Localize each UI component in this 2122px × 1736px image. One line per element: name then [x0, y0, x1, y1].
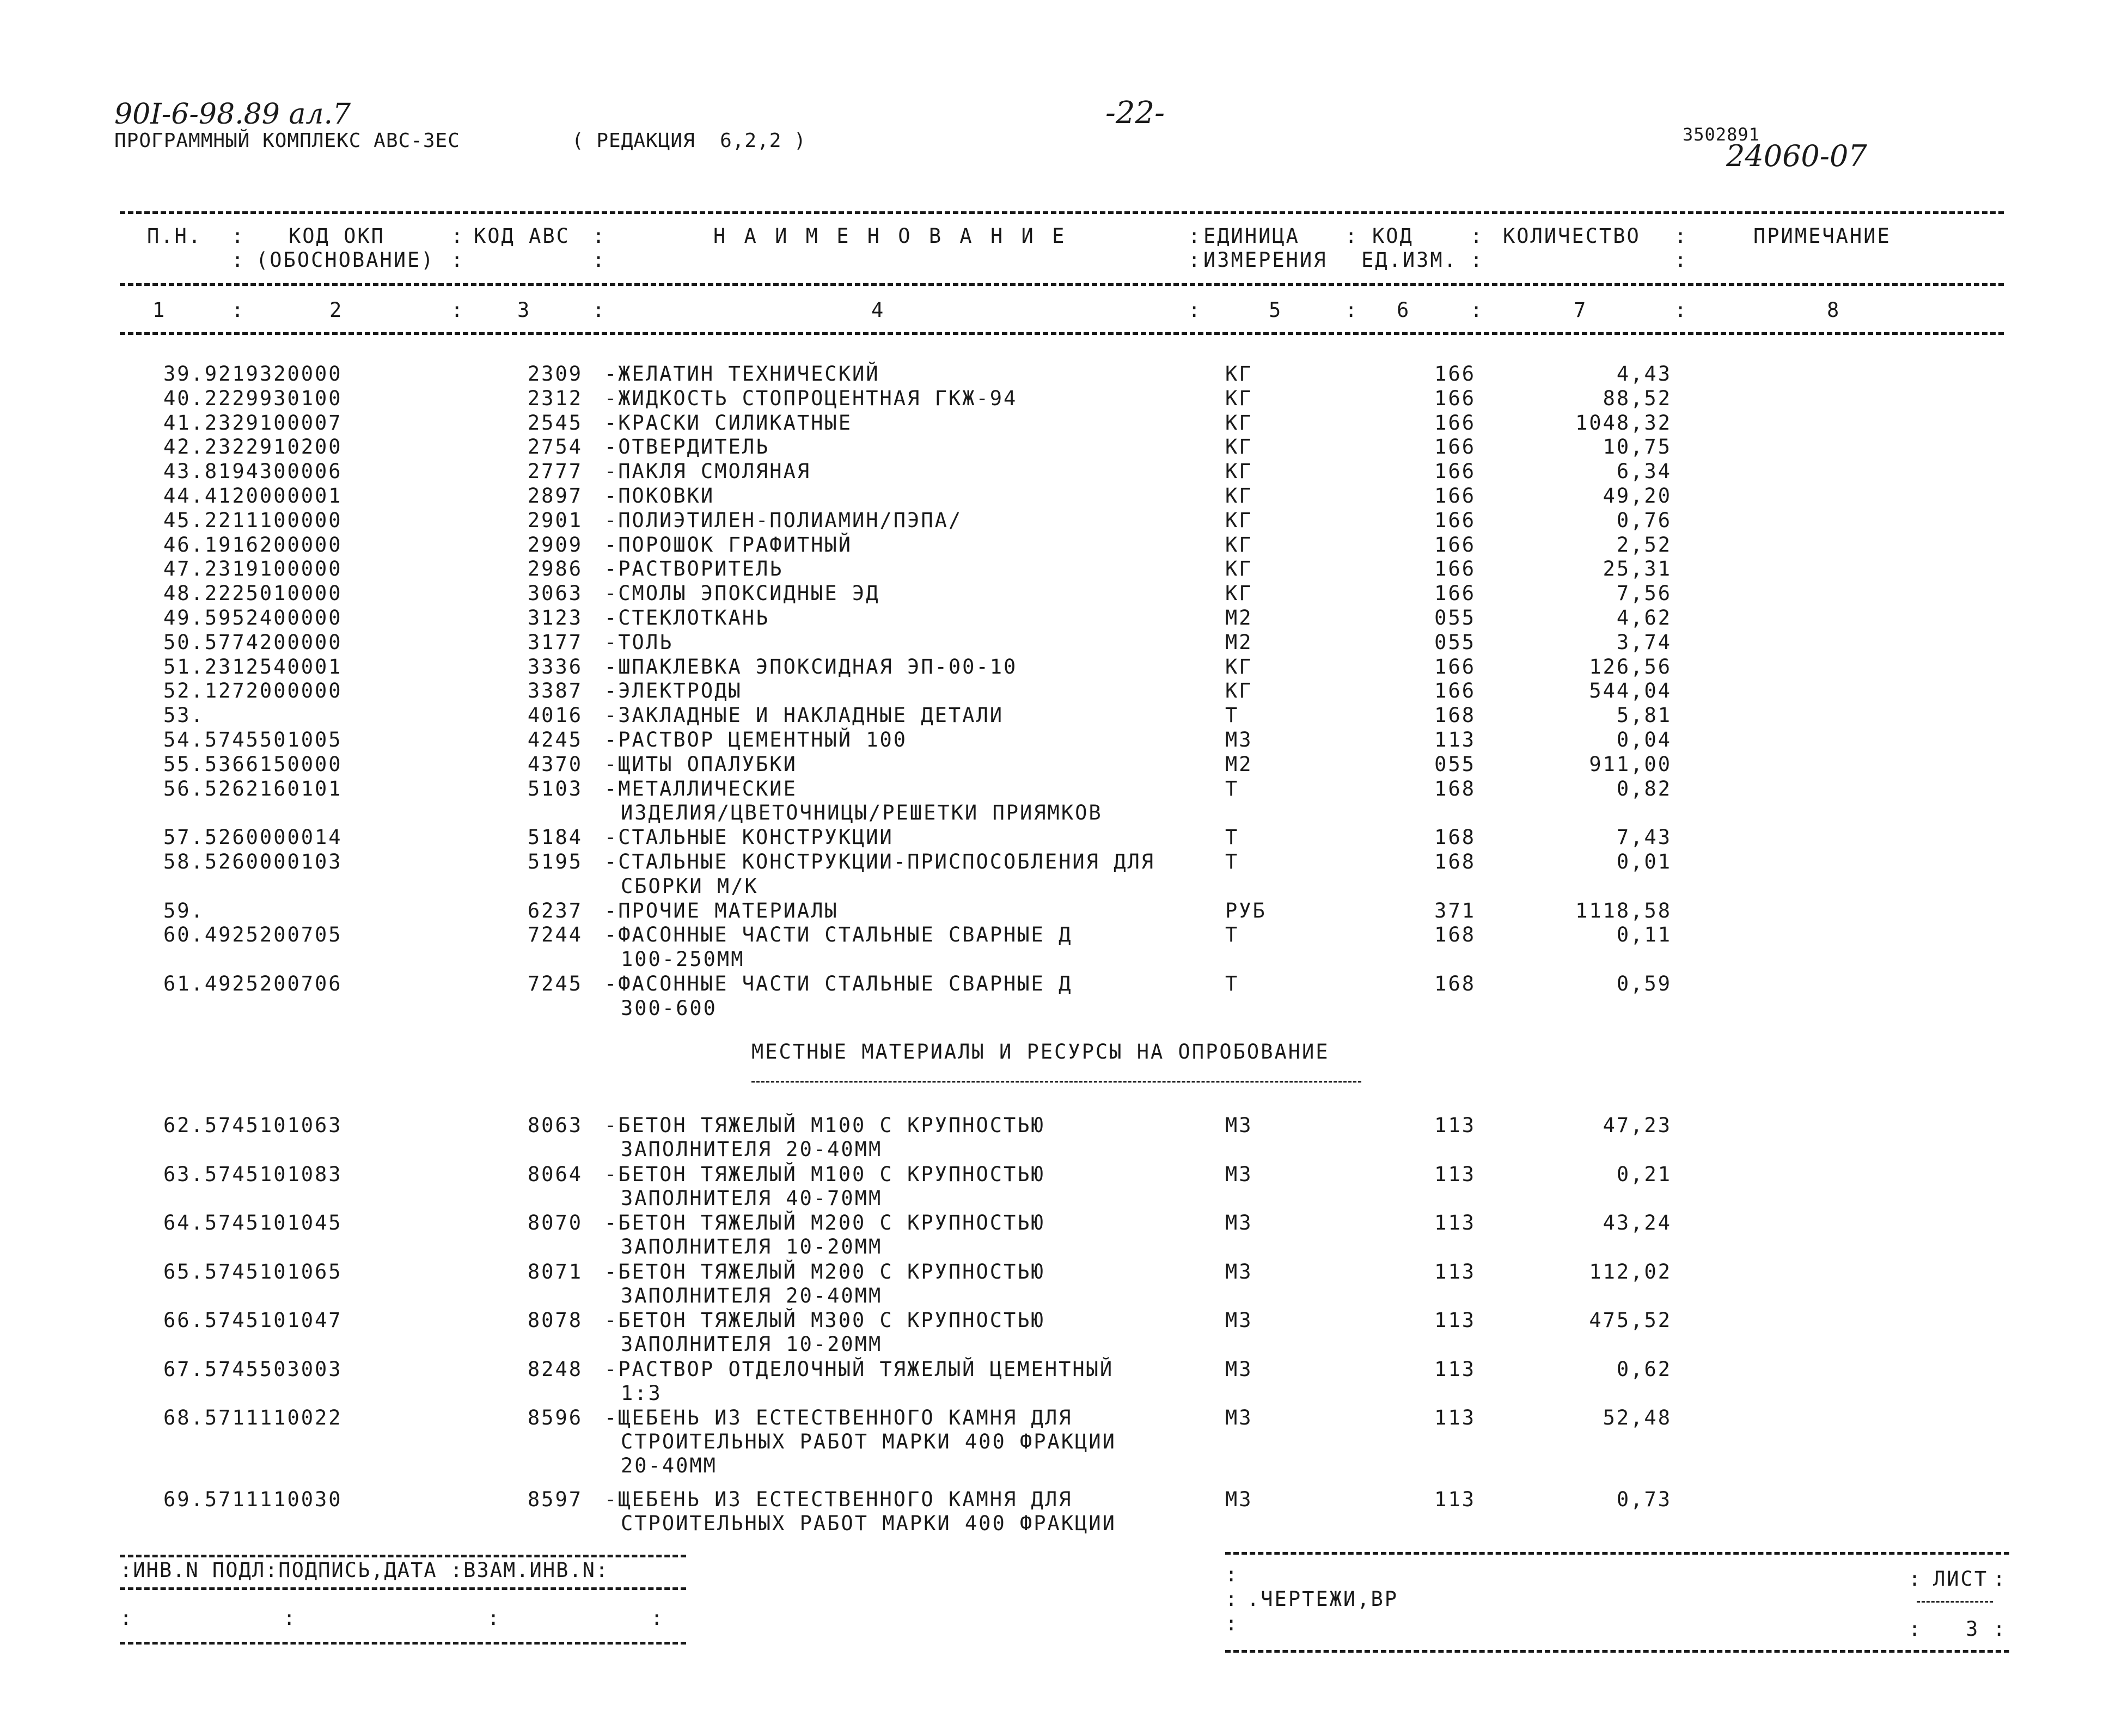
- row-unit: М3: [1225, 1211, 1253, 1234]
- table-row: [0, 753, 2122, 777]
- table-row: [0, 679, 2122, 703]
- row-unit: Т: [1225, 704, 1239, 728]
- row-okp-code: 56.5262160101: [163, 777, 343, 800]
- row-abc-code: 2777: [527, 460, 583, 484]
- row-quantity: 3,74: [1616, 630, 1672, 654]
- col-number-5: 5: [1269, 298, 1283, 322]
- row-unit: КГ: [1225, 435, 1253, 459]
- row-abc-code: 3063: [527, 582, 583, 606]
- table-row-continuation: [0, 1430, 2122, 1454]
- col-unit-header-line2: ИЗМЕРЕНИЯ: [1203, 248, 1328, 272]
- row-name: -РАСТВОР ЦЕМЕНТНЫЙ 100: [604, 728, 908, 751]
- row-quantity: 0,04: [1616, 728, 1672, 751]
- row-name: -МЕТАЛЛИЧЕСКИЕ: [604, 777, 797, 800]
- row-name: -ЖИДКОСТЬ СТОПРОЦЕНТНАЯ ГКЖ-94: [604, 386, 1018, 410]
- row-okp-code: 39.9219320000: [163, 362, 343, 386]
- table-row: [0, 850, 2122, 874]
- col-number-3: 3: [517, 298, 531, 322]
- row-name: -ПОЛИЭТИЛЕН-ПОЛИАМИН/ПЭПА/: [604, 508, 963, 532]
- row-name: -РАСТВОР ОТДЕЛОЧНЫЙ ТЯЖЕЛЫЙ ЦЕМЕНТНЫЙ: [604, 1357, 1114, 1381]
- row-quantity: 0,11: [1616, 923, 1672, 947]
- row-okp-code: 49.5952400000: [163, 606, 343, 629]
- row-unit: М2: [1225, 630, 1253, 654]
- row-okp-code: 42.2322910200: [163, 435, 343, 459]
- row-name-continued: 20-40ММ: [621, 1454, 717, 1477]
- row-unit: М3: [1225, 1162, 1253, 1186]
- row-unit-code: 055: [1434, 630, 1476, 654]
- table-row: [0, 728, 2122, 752]
- row-okp-code: 57.5260000014: [163, 826, 343, 849]
- row-name-continued: СБОРКИ М/К: [621, 874, 759, 898]
- table-row-continuation: [0, 1138, 2122, 1162]
- table-row-continuation: [0, 1187, 2122, 1211]
- row-unit: Т: [1225, 923, 1239, 947]
- row-abc-code: 4370: [527, 752, 583, 776]
- row-unit: Т: [1225, 777, 1239, 800]
- program-edition: ( РЕДАКЦИЯ 6,2,2 ): [572, 130, 806, 152]
- row-unit-code: 113: [1434, 1162, 1476, 1186]
- row-unit-code: 166: [1434, 411, 1476, 435]
- row-okp-code: 60.4925200705: [163, 923, 343, 947]
- row-name: -ФАСОННЫЕ ЧАСТИ СТАЛЬНЫЕ СВАРНЫЕ Д: [604, 972, 1073, 995]
- table-row: [0, 1211, 2122, 1235]
- row-okp-code: 62.5745101063: [163, 1114, 343, 1137]
- row-abc-code: 7245: [527, 972, 583, 995]
- row-quantity: 0,73: [1616, 1488, 1672, 1511]
- row-unit-code: 113: [1434, 1114, 1476, 1137]
- row-name-continued: 1:3: [621, 1381, 662, 1405]
- row-quantity: 52,48: [1603, 1406, 1672, 1429]
- row-unit: М3: [1225, 728, 1253, 751]
- row-unit-code: 166: [1434, 557, 1476, 581]
- col-okp-header-line2: (ОБОСНОВАНИЕ): [256, 248, 435, 272]
- header-top-rule: [120, 211, 2004, 214]
- row-okp-code: 59.: [163, 898, 205, 922]
- row-abc-code: 8596: [527, 1406, 583, 1429]
- col-number-8: 8: [1827, 298, 1841, 322]
- row-abc-code: 3123: [527, 606, 583, 629]
- footer-drawing-label: .ЧЕРТЕЖИ,ВР: [1247, 1587, 1399, 1611]
- row-unit-code: 168: [1434, 850, 1476, 873]
- row-okp-code: 41.2329100007: [163, 411, 343, 435]
- table-row-continuation: [0, 1235, 2122, 1259]
- row-quantity: 0,62: [1616, 1357, 1672, 1381]
- row-name-continued: СТРОИТЕЛЬНЫХ РАБОТ МАРКИ 400 ФРАКЦИИ: [621, 1512, 1116, 1535]
- row-name: -ПОРОШОК ГРАФИТНЫЙ: [604, 533, 852, 557]
- row-okp-code: 67.5745503003: [163, 1357, 343, 1381]
- row-okp-code: 58.5260000103: [163, 850, 343, 873]
- row-unit-code: 166: [1434, 484, 1476, 508]
- row-abc-code: 3336: [527, 655, 583, 678]
- sheet-label: ЛИСТ: [1933, 1567, 1989, 1591]
- table-row: [0, 655, 2122, 679]
- sheet-number: 3: [1966, 1617, 1980, 1641]
- row-abc-code: 5195: [527, 850, 583, 873]
- row-name: -РАСТВОРИТЕЛЬ: [604, 557, 784, 581]
- table-row: [0, 460, 2122, 484]
- row-name: -СМОЛЫ ЭПОКСИДНЫЕ ЭД: [604, 582, 880, 606]
- row-quantity: 43,24: [1603, 1211, 1672, 1234]
- row-unit-code: 166: [1434, 679, 1476, 703]
- row-unit-code: 113: [1434, 1211, 1476, 1234]
- row-abc-code: 8070: [527, 1211, 583, 1234]
- row-name: -ПОКОВКИ: [604, 484, 715, 508]
- row-name: -ТОЛЬ: [604, 630, 674, 654]
- table-row-continuation: [0, 801, 2122, 825]
- row-name: -КРАСКИ СИЛИКАТНЫЕ: [604, 411, 852, 435]
- col-number-6: 6: [1397, 298, 1411, 322]
- row-unit: М3: [1225, 1488, 1253, 1511]
- row-unit: КГ: [1225, 386, 1253, 410]
- row-okp-code: 63.5745101083: [163, 1162, 343, 1186]
- row-unit: М3: [1225, 1114, 1253, 1137]
- row-okp-code: 54.5745501005: [163, 728, 343, 751]
- row-unit-code: 166: [1434, 655, 1476, 678]
- row-unit-code: 113: [1434, 1309, 1476, 1332]
- col-okp-header: КОД ОКП: [289, 224, 385, 248]
- row-unit: М2: [1225, 606, 1253, 629]
- row-name-continued: СТРОИТЕЛЬНЫХ РАБОТ МАРКИ 400 ФРАКЦИИ: [621, 1430, 1116, 1453]
- table-row: [0, 387, 2122, 411]
- table-row: [0, 1114, 2122, 1138]
- row-name: -ОТВЕРДИТЕЛЬ: [604, 435, 770, 459]
- table-row-continuation: [0, 1454, 2122, 1478]
- col-number-7: 7: [1574, 298, 1588, 322]
- row-abc-code: 2545: [527, 411, 583, 435]
- row-unit-code: 166: [1434, 435, 1476, 459]
- row-name-continued: ЗАПОЛНИТЕЛЯ 10-20ММ: [621, 1235, 883, 1258]
- table-row: [0, 899, 2122, 923]
- row-abc-code: 5184: [527, 826, 583, 849]
- col-number-1: 1: [152, 298, 167, 322]
- row-name-continued: ИЗДЕЛИЯ/ЦВЕТОЧНИЦЫ/РЕШЕТКИ ПРИЯМКОВ: [621, 801, 1103, 825]
- row-quantity: 0,82: [1616, 777, 1672, 800]
- table-row-continuation: [0, 997, 2122, 1020]
- row-okp-code: 44.4120000001: [163, 484, 343, 508]
- row-okp-code: 52.1272000000: [163, 679, 343, 703]
- footer-left-bottom-rule: [120, 1642, 686, 1645]
- row-abc-code: 2754: [527, 435, 583, 459]
- row-quantity: 7,43: [1616, 826, 1672, 849]
- row-unit: КГ: [1225, 655, 1253, 678]
- table-row: [0, 777, 2122, 801]
- row-name: -БЕТОН ТЯЖЕЛЫЙ М100 С КРУПНОСТЬЮ: [604, 1162, 1045, 1186]
- row-unit: КГ: [1225, 557, 1253, 581]
- row-abc-code: 2309: [527, 362, 583, 386]
- row-unit: РУБ: [1225, 898, 1267, 922]
- row-unit: М2: [1225, 752, 1253, 776]
- row-name: -ПАКЛЯ СМОЛЯНАЯ: [604, 460, 811, 484]
- row-okp-code: 55.5366150000: [163, 752, 343, 776]
- row-unit-code: 166: [1434, 582, 1476, 606]
- row-okp-code: 64.5745101045: [163, 1211, 343, 1234]
- row-quantity: 475,52: [1589, 1309, 1672, 1332]
- col-name-header: Н А И М Е Н О В А Н И Е: [713, 224, 1068, 248]
- row-abc-code: 4245: [527, 728, 583, 751]
- table-row-continuation: [0, 1332, 2122, 1356]
- document-code: 90I-6-98.89 ал.7: [114, 98, 351, 131]
- footer-right-top-rule: [1225, 1552, 2009, 1555]
- stamp-number: 3502891: [1683, 124, 1760, 145]
- row-unit-code: 113: [1434, 1488, 1476, 1511]
- table-row: [0, 484, 2122, 508]
- row-abc-code: 2312: [527, 386, 583, 410]
- col-abc-header: КОД АВС: [474, 224, 570, 248]
- row-unit: КГ: [1225, 411, 1253, 435]
- row-quantity: 544,04: [1589, 679, 1672, 703]
- row-abc-code: 8078: [527, 1309, 583, 1332]
- page-number: -22-: [1105, 95, 1165, 131]
- table-row: [0, 1406, 2122, 1430]
- row-okp-code: 48.2225010000: [163, 582, 343, 606]
- row-unit: КГ: [1225, 508, 1253, 532]
- row-abc-code: 2901: [527, 508, 583, 532]
- row-okp-code: 51.2312540001: [163, 655, 343, 678]
- col-ucode-header: КОД: [1372, 224, 1414, 248]
- header-mid-rule: [120, 283, 2004, 286]
- row-unit-code: 113: [1434, 1260, 1476, 1283]
- row-quantity: 0,59: [1616, 972, 1672, 995]
- row-name: -ЩИТЫ ОПАЛУБКИ: [604, 752, 797, 776]
- row-unit-code: 166: [1434, 533, 1476, 557]
- table-row: [0, 1260, 2122, 1284]
- row-okp-code: 69.5711110030: [163, 1488, 343, 1511]
- footer-left-mid-rule: [120, 1587, 686, 1590]
- row-abc-code: 8597: [527, 1488, 583, 1511]
- table-row: [0, 435, 2122, 459]
- row-name: -ЖЕЛАТИН ТЕХНИЧЕСКИЙ: [604, 362, 880, 386]
- program-title: ПРОГРАММНЫЙ КОМПЛЕКС АВС-3ЕС: [114, 130, 460, 152]
- table-row-continuation: [0, 1512, 2122, 1536]
- col-number-2: 2: [329, 298, 344, 322]
- table-row: [0, 411, 2122, 435]
- row-unit: Т: [1225, 850, 1239, 873]
- row-abc-code: 6237: [527, 898, 583, 922]
- row-name: -СТЕКЛОТКАНЬ: [604, 606, 770, 629]
- row-quantity: 2,52: [1616, 533, 1672, 557]
- row-quantity: 126,56: [1589, 655, 1672, 678]
- footer-left-top-rule: [120, 1555, 686, 1557]
- table-row: [0, 1309, 2122, 1332]
- row-unit-code: 113: [1434, 728, 1476, 751]
- row-unit: КГ: [1225, 533, 1253, 557]
- row-abc-code: 2897: [527, 484, 583, 508]
- col-pn-header: П.Н.: [147, 224, 203, 248]
- row-unit-code: 168: [1434, 826, 1476, 849]
- row-okp-code: 50.5774200000: [163, 630, 343, 654]
- row-quantity: 10,75: [1603, 435, 1672, 459]
- row-okp-code: 47.2319100000: [163, 557, 343, 581]
- col-ucode-header-line2: ЕД.ИЗМ.: [1361, 248, 1458, 272]
- table-row-continuation: [0, 875, 2122, 898]
- row-unit-code: 166: [1434, 508, 1476, 532]
- handwritten-code: 24060-07: [1726, 139, 1867, 173]
- section-title: МЕСТНЫЕ МАТЕРИАЛЫ И РЕСУРСЫ НА ОПРОБОВАНИЕ: [751, 1040, 1330, 1063]
- row-unit-code: 166: [1434, 460, 1476, 484]
- table-row-continuation: [0, 1284, 2122, 1308]
- row-quantity: 49,20: [1603, 484, 1672, 508]
- row-name: -ПРОЧИЕ МАТЕРИАЛЫ: [604, 898, 839, 922]
- row-unit: КГ: [1225, 362, 1253, 386]
- row-okp-code: 40.2229930100: [163, 386, 343, 410]
- section-title-underline: [751, 1081, 1361, 1083]
- row-abc-code: 8063: [527, 1114, 583, 1137]
- row-unit-code: 055: [1434, 606, 1476, 629]
- header-bottom-rule: [120, 332, 2004, 335]
- row-unit: КГ: [1225, 679, 1253, 703]
- row-unit: КГ: [1225, 460, 1253, 484]
- row-name: -ЭЛЕКТРОДЫ: [604, 679, 742, 703]
- row-unit: Т: [1225, 972, 1239, 995]
- row-quantity: 1118,58: [1575, 898, 1672, 922]
- table-row: [0, 533, 2122, 557]
- row-name: -БЕТОН ТЯЖЕЛЫЙ М200 С КРУПНОСТЬЮ: [604, 1211, 1045, 1234]
- row-okp-code: 43.8194300006: [163, 460, 343, 484]
- row-quantity: 911,00: [1589, 752, 1672, 776]
- row-name-continued: 300-600: [621, 996, 717, 1020]
- row-unit-code: 166: [1434, 362, 1476, 386]
- row-unit-code: 166: [1434, 386, 1476, 410]
- row-unit: М3: [1225, 1309, 1253, 1332]
- col-number-4: 4: [871, 298, 885, 322]
- row-name: -ЗАКЛАДНЫЕ И НАКЛАДНЫЕ ДЕТАЛИ: [604, 704, 1004, 728]
- row-name-continued: 100-250ММ: [621, 948, 745, 971]
- row-quantity: 4,43: [1616, 362, 1672, 386]
- table-row: [0, 1358, 2122, 1382]
- row-unit-code: 168: [1434, 704, 1476, 728]
- row-name: -СТАЛЬНЫЕ КОНСТРУКЦИИ-ПРИСПОСОБЛЕНИЯ ДЛЯ: [604, 850, 1155, 873]
- row-quantity: 0,76: [1616, 508, 1672, 532]
- row-unit-code: 113: [1434, 1357, 1476, 1381]
- row-abc-code: 2986: [527, 557, 583, 581]
- row-okp-code: 61.4925200706: [163, 972, 343, 995]
- row-unit: КГ: [1225, 582, 1253, 606]
- row-quantity: 6,34: [1616, 460, 1672, 484]
- row-name-continued: ЗАПОЛНИТЕЛЯ 20-40ММ: [621, 1138, 883, 1161]
- table-row-continuation: [0, 1382, 2122, 1405]
- row-abc-code: 7244: [527, 923, 583, 947]
- row-unit-code: 113: [1434, 1406, 1476, 1429]
- row-unit: М3: [1225, 1260, 1253, 1283]
- row-unit-code: 168: [1434, 923, 1476, 947]
- row-name-continued: ЗАПОЛНИТЕЛЯ 10-20ММ: [621, 1332, 883, 1356]
- row-quantity: 112,02: [1589, 1260, 1672, 1283]
- table-row: [0, 606, 2122, 630]
- row-name: -ЩЕБЕНЬ ИЗ ЕСТЕСТВЕННОГО КАМНЯ ДЛЯ: [604, 1488, 1073, 1511]
- row-name-continued: ЗАПОЛНИТЕЛЯ 20-40ММ: [621, 1283, 883, 1307]
- row-abc-code: 8248: [527, 1357, 583, 1381]
- col-qty-header: КОЛИЧЕСТВО: [1503, 224, 1641, 248]
- row-abc-code: 4016: [527, 704, 583, 728]
- row-okp-code: 45.2211100000: [163, 508, 343, 532]
- footer-right-bottom-rule: [1225, 1650, 2009, 1653]
- table-row: [0, 557, 2122, 581]
- row-abc-code: 2909: [527, 533, 583, 557]
- row-name: -БЕТОН ТЯЖЕЛЫЙ М200 С КРУПНОСТЬЮ: [604, 1260, 1045, 1283]
- row-okp-code: 68.5711110022: [163, 1406, 343, 1429]
- row-abc-code: 3387: [527, 679, 583, 703]
- row-quantity: 47,23: [1603, 1114, 1672, 1137]
- row-name: -СТАЛЬНЫЕ КОНСТРУКЦИИ: [604, 826, 894, 849]
- row-unit: М3: [1225, 1406, 1253, 1429]
- row-unit: Т: [1225, 826, 1239, 849]
- table-row: [0, 1163, 2122, 1187]
- row-unit-code: 055: [1434, 752, 1476, 776]
- table-row-continuation: [0, 948, 2122, 971]
- row-quantity: 5,81: [1616, 704, 1672, 728]
- row-okp-code: 66.5745101047: [163, 1309, 343, 1332]
- row-quantity: 0,21: [1616, 1162, 1672, 1186]
- row-unit: КГ: [1225, 484, 1253, 508]
- row-name: -БЕТОН ТЯЖЕЛЫЙ М100 С КРУПНОСТЬЮ: [604, 1114, 1045, 1137]
- row-okp-code: 65.5745101065: [163, 1260, 343, 1283]
- row-unit-code: 168: [1434, 972, 1476, 995]
- row-name: -ЩЕБЕНЬ ИЗ ЕСТЕСТВЕННОГО КАМНЯ ДЛЯ: [604, 1406, 1073, 1429]
- table-row: [0, 1488, 2122, 1512]
- row-name: -ФАСОННЫЕ ЧАСТИ СТАЛЬНЫЕ СВАРНЫЕ Д: [604, 923, 1073, 947]
- row-unit-code: 371: [1434, 898, 1476, 922]
- row-abc-code: 8071: [527, 1260, 583, 1283]
- table-row: [0, 704, 2122, 728]
- row-name: -ШПАКЛЕВКА ЭПОКСИДНАЯ ЭП-00-10: [604, 655, 1018, 678]
- col-unit-header: ЕДИНИЦА: [1203, 224, 1300, 248]
- row-unit-code: 168: [1434, 777, 1476, 800]
- row-abc-code: 8064: [527, 1162, 583, 1186]
- row-quantity: 25,31: [1603, 557, 1672, 581]
- row-name: -БЕТОН ТЯЖЕЛЫЙ М300 С КРУПНОСТЬЮ: [604, 1309, 1045, 1332]
- table-row: [0, 509, 2122, 533]
- col-note-header: ПРИМЕЧАНИЕ: [1753, 224, 1891, 248]
- row-quantity: 1048,32: [1575, 411, 1672, 435]
- row-quantity: 88,52: [1603, 386, 1672, 410]
- row-okp-code: 53.: [163, 704, 205, 728]
- table-row: [0, 631, 2122, 655]
- footer-inventory-label: :ИНВ.N ПОДЛ:ПОДПИСЬ,ДАТА :ВЗАМ.ИНВ.N:: [120, 1558, 609, 1582]
- row-name-continued: ЗАПОЛНИТЕЛЯ 40-70ММ: [621, 1186, 883, 1210]
- table-row: [0, 582, 2122, 606]
- row-abc-code: 5103: [527, 777, 583, 800]
- row-quantity: 7,56: [1616, 582, 1672, 606]
- table-row: [0, 362, 2122, 386]
- row-quantity: 0,01: [1616, 850, 1672, 873]
- row-abc-code: 3177: [527, 630, 583, 654]
- table-row: [0, 826, 2122, 849]
- row-unit: М3: [1225, 1357, 1253, 1381]
- table-row: [0, 923, 2122, 947]
- table-row: [0, 972, 2122, 996]
- row-quantity: 4,62: [1616, 606, 1672, 629]
- row-okp-code: 46.1916200000: [163, 533, 343, 557]
